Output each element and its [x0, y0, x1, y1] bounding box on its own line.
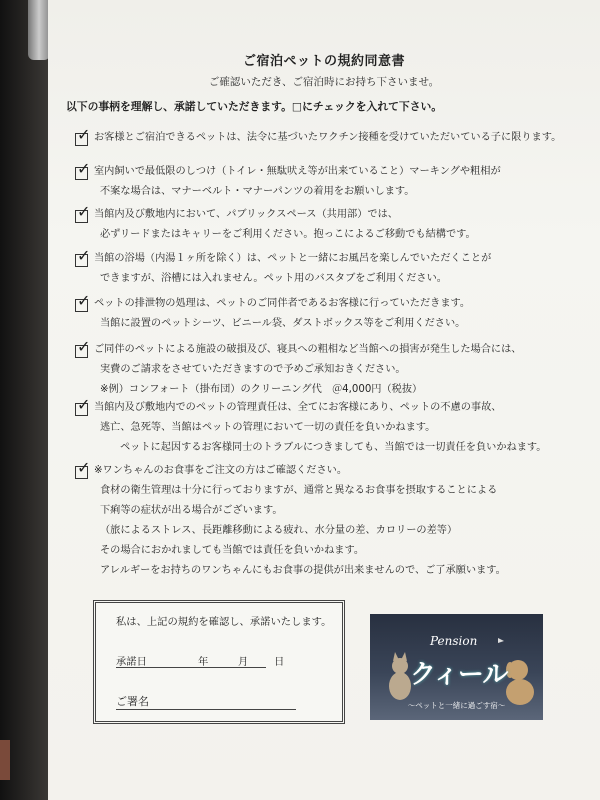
pension-logo [370, 614, 543, 720]
checkmark-icon: ✓ [77, 291, 91, 310]
rule-text-line: 当館内及び敷地内でのペットの管理責任は、全てにお客様にあり、ペットの不慮の事故、 [94, 402, 502, 413]
binder-strap [0, 0, 48, 800]
rule-text-line: ※例）コンフォート（掛布団）のクリーニング代 ＠4,000円（税抜） [100, 384, 423, 395]
rule-item [77, 395, 586, 458]
rule-text-line: 必ずリードまたはキャリーをご利用ください。抱っこによるご移動でも結構です。 [100, 229, 476, 240]
checkmark-icon: ✓ [77, 458, 91, 477]
rule-text-line: 逃亡、急死等、当館はペットの管理において一切の責任を負いかねます。 [100, 422, 436, 433]
rule-text-line: アレルギーをお持ちのワンちゃんにもお食事の提供が出来ませんので、ご了承願います。 [100, 565, 506, 576]
rule-text-line: ペットに起因するお客様同士のトラブルにつきましても、当館では一切責任を負いかねます。 [120, 442, 547, 453]
month-label: 月 [238, 656, 249, 668]
rule-item [77, 291, 586, 334]
bird-icon [498, 638, 504, 643]
logo-name: クィール [410, 660, 508, 690]
rule-text-line: お客様とご宿泊できるペットは、法令に基づいたワクチン接種を受けていただいている子に限ります。 [94, 132, 562, 143]
year-label: 年 [198, 656, 209, 668]
signature-intro: 私は、上記の規約を確認し、承諾いたします。 [116, 616, 332, 628]
rule-item [77, 125, 586, 148]
rule-text-line: 当館の浴場（内湯１ヶ所を除く）は、ペットと一緒にお風呂を楽しんでいただくことが [94, 253, 492, 264]
document-subtitle: ご確認いただき、ご宿泊時にお持ち下さいませ。 [208, 76, 440, 88]
rule-item [77, 202, 586, 245]
rule-text-line: 下痢等の症状が出る場合がございます。 [100, 505, 283, 516]
binder-clip [28, 0, 50, 60]
checkmark-icon: ✓ [77, 395, 91, 414]
signature-box [93, 600, 345, 724]
agreement-document [48, 0, 600, 800]
rule-text-line: ペットの排泄物の処理は、ペットのご同伴者であるお客様に行っていただきます。 [94, 298, 471, 309]
cat-icon [389, 652, 411, 700]
day-label: 日 [274, 656, 285, 668]
signature-field[interactable] [116, 709, 296, 710]
rule-text-line: できますが、浴槽には入れません。ペット用のバスタブをご利用ください。 [100, 273, 447, 284]
instruction-text: 以下の事柄を理解し、承諾していただきます。□にチェックを入れて下さい。 [66, 100, 443, 113]
date-underline[interactable] [116, 667, 266, 668]
checkmark-icon: ✓ [77, 337, 91, 356]
rule-text-line: 室内飼いで最低限のしつけ（トイレ・無駄吠え等が出来ていること）マーキングや粗相が [94, 166, 501, 177]
rule-item [77, 458, 586, 581]
rule-item [77, 159, 586, 202]
logo-tagline: 〜ペットと一緒に過ごす宿〜 [407, 701, 506, 710]
checkmark-icon: ✓ [77, 202, 91, 221]
dog-icon [506, 660, 534, 705]
date-row [116, 653, 285, 668]
rule-text-line: （旅によるストレス、長距離移動による疲れ、水分量の差、カロリーの差等） [100, 525, 458, 536]
document-title: ご宿泊ペットの規約同意書 [242, 54, 405, 69]
rule-text-line: その場合におかれましても当館では責任を負いかねます。 [100, 545, 365, 556]
signature-label: ご署名 [116, 695, 149, 708]
checkmark-icon: ✓ [77, 246, 91, 265]
rule-text-line: ※ワンちゃんのお食事をご注文の方はご確認ください。 [94, 465, 348, 476]
rule-item [77, 337, 586, 400]
logo-pension-text: Pension [430, 634, 478, 648]
date-label: 承諾日 [116, 656, 147, 668]
binder-edge [0, 740, 10, 780]
rule-text-line: 実費のご請求をさせていただきますので予めご承知おきください。 [100, 364, 406, 375]
rule-text-line: ご同伴のペットによる施設の破損及び、寝具への粗相など当館への損害が発生した場合には、 [94, 344, 522, 355]
rule-text-line: 当館に設置のペットシーツ、ビニール袋、ダストボックス等をご利用ください。 [100, 318, 466, 329]
rule-text-line: 当館内及び敷地内において、パブリックスペース（共用部）では、 [94, 209, 398, 220]
rule-text-line: 不案な場合は、マナーベルト・マナーパンツの着用をお願いします。 [100, 186, 415, 197]
checkmark-icon: ✓ [77, 125, 91, 144]
rule-item [77, 246, 586, 289]
rule-text-line: 食材の衛生管理は十分に行っておりますが、通常と異なるお食事を摂取することによる [100, 485, 498, 496]
checkmark-icon: ✓ [77, 159, 91, 178]
